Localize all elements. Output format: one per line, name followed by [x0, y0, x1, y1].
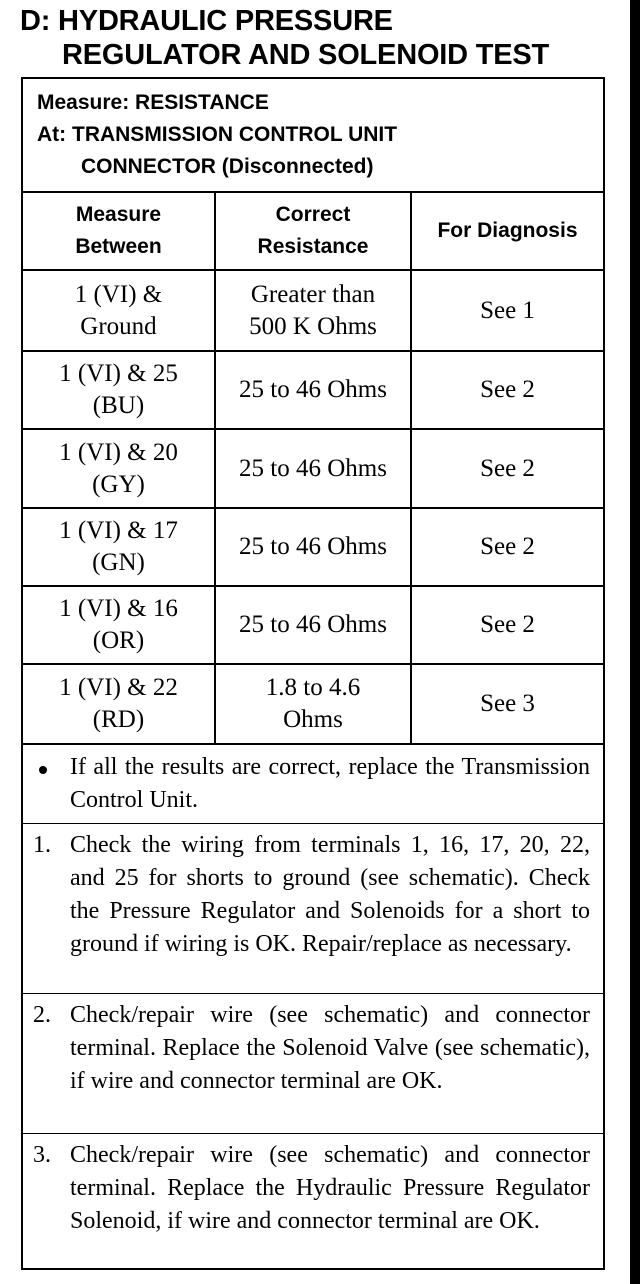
cell-correct-resistance [216, 271, 410, 350]
cell-text: 1 (VI) & 25 [59, 360, 178, 387]
cell-text: Ohms [283, 706, 343, 733]
cell-correct-resistance [216, 430, 410, 507]
cell-text: See 3 [480, 690, 535, 717]
cell-text: See 2 [480, 454, 535, 482]
cell-text: See 1 [480, 296, 535, 324]
title-line-1: D: HYDRAULIC PRESSURE [20, 5, 393, 37]
cell-text: (OR) [92, 627, 145, 654]
test-box [21, 77, 605, 1270]
cell-text: 1 (VI) & 20 [59, 438, 178, 466]
cell-correct-resistance [216, 509, 410, 585]
header-measure-between [23, 193, 214, 269]
note-bullet [23, 751, 603, 821]
cell-correct-resistance [216, 665, 410, 743]
header-correct-resistance [216, 193, 410, 269]
measure-type: Measure: RESISTANCE [37, 91, 269, 114]
cell-correct-resistance [216, 587, 410, 663]
cell-diagnosis [412, 352, 603, 428]
cell-text: Greater than [250, 280, 376, 308]
note-text: Check the wiring from terminals 1, 16, 17, 20, 22, and 25 for shorts to ground (see schematic). Check the Pressure Regulator and Solenoids for a short to ground if wiring is OK. Repair/replace as necessary. [70, 832, 590, 957]
note-number: 1. [33, 832, 51, 858]
cell-correct-resistance [216, 352, 410, 428]
cell-text: 25 to 46 Ohms [239, 611, 387, 638]
note-divider [23, 823, 605, 824]
cell-measure-between [23, 352, 214, 428]
cell-text: See 2 [480, 376, 535, 403]
cell-text: 1 (VI) & 22 [59, 674, 178, 701]
cell-diagnosis [412, 665, 603, 743]
header-text: Resistance [257, 235, 369, 258]
cell-text: 25 to 46 Ohms [239, 376, 387, 403]
cell-measure-between [23, 665, 214, 743]
cell-diagnosis [412, 587, 603, 663]
header-text: Measure [75, 203, 162, 226]
cell-text: (GN) [92, 549, 145, 576]
title-line-2: REGULATOR AND SOLENOID TEST [62, 39, 550, 71]
cell-measure-between [23, 587, 214, 663]
table-bottom-border [23, 743, 603, 745]
cell-text: 1 (VI) & 17 [59, 517, 178, 544]
cell-text: (RD) [92, 706, 145, 733]
note-divider [23, 1133, 605, 1134]
note-number: 2. [33, 1002, 51, 1028]
cell-text: (GY) [92, 470, 145, 498]
cell-text: Ground [80, 312, 157, 340]
note-1 [23, 829, 603, 989]
page-edge-strip [630, 0, 640, 1284]
cell-text: 1 (VI) & [74, 280, 163, 308]
header-text: Correct [275, 203, 351, 226]
cell-text: 1 (VI) & 16 [59, 595, 178, 622]
cell-measure-between [23, 509, 214, 585]
measure-info [37, 87, 597, 183]
cell-text: 25 to 46 Ohms [239, 454, 387, 482]
note-3 [23, 1139, 603, 1271]
page-title [20, 4, 620, 72]
bullet-icon [33, 751, 67, 784]
cell-diagnosis [412, 509, 603, 585]
note-text: Check/repair wire (see schematic) and connector terminal. Replace the Hydraulic Pressure Regulator Solenoid, if wire and connector terminal are OK. [70, 1142, 590, 1234]
cell-measure-between [23, 271, 214, 350]
note-text: Check/repair wire (see schematic) and connector terminal. Replace the Solenoid Valve (see schematic), if wire and connector terminal are OK. [70, 1002, 590, 1094]
cell-text: See 2 [480, 533, 535, 560]
header-text: Between [75, 235, 162, 258]
header-text: For Diagnosis [437, 219, 578, 242]
cell-diagnosis [412, 271, 603, 350]
cell-text: 500 K Ohms [249, 312, 377, 340]
cell-text: 25 to 46 Ohms [239, 533, 387, 560]
cell-measure-between [23, 430, 214, 507]
cell-text: See 2 [480, 611, 535, 638]
cell-text: (BU) [92, 392, 145, 419]
note-2 [23, 999, 603, 1131]
cell-diagnosis [412, 430, 603, 507]
measure-location: At: TRANSMISSION CONTROL UNIT [37, 123, 398, 146]
note-text: If all the results are correct, replace the Transmission Control Unit. [70, 754, 590, 813]
cell-text: 1.8 to 4.6 [265, 674, 361, 701]
header-for-diagnosis [412, 193, 603, 269]
note-divider [23, 993, 605, 994]
note-number: 3. [33, 1142, 51, 1168]
measure-location-detail: CONNECTOR (Disconnected) [81, 155, 374, 178]
